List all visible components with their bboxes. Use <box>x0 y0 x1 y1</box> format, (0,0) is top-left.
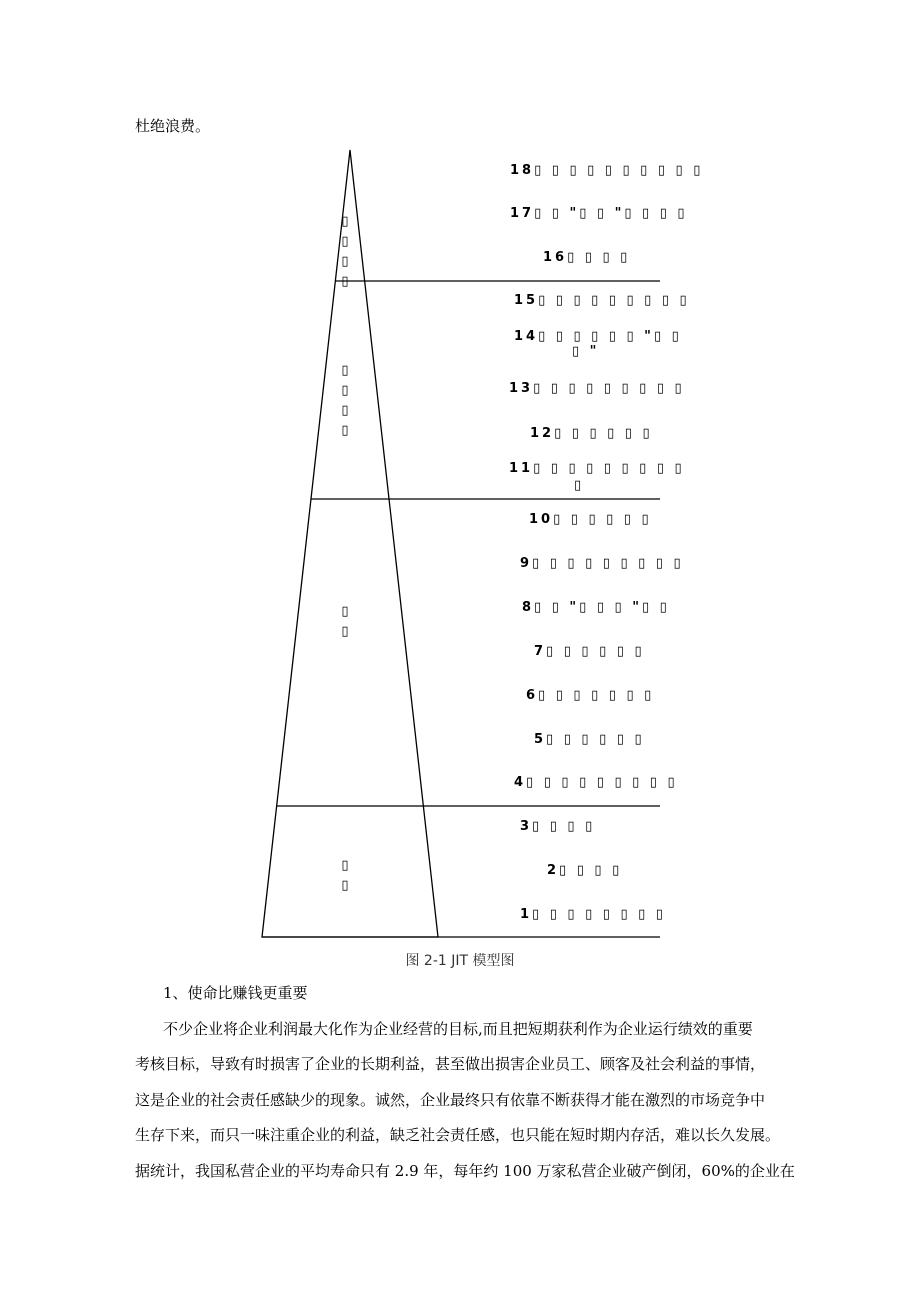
item-16: 16▯ ▯ ▯ ▯ <box>543 250 631 265</box>
level-label-upper: ▯ ▯ ▯ ▯ <box>341 363 349 438</box>
level-label-base: ▯ ▯ <box>341 858 349 893</box>
item-18: 18▯ ▯ ▯ ▯ ▯ ▯ ▯ ▯ ▯ ▯ <box>510 163 704 178</box>
item-9: 9▯ ▯ ▯ ▯ ▯ ▯ ▯ ▯ ▯ <box>520 556 684 571</box>
item-1: 1▯ ▯ ▯ ▯ ▯ ▯ ▯ ▯ <box>520 907 666 922</box>
level-label-top: ▯ ▯ ▯ ▯ <box>341 214 349 289</box>
item-2: 2▯ ▯ ▯ ▯ <box>547 863 623 878</box>
level-label-middle: ▯ ▯ <box>341 604 349 639</box>
item-5: 5▯ ▯ ▯ ▯ ▯ ▯ <box>534 732 645 747</box>
jit-model-figure <box>255 145 704 945</box>
item-7: 7▯ ▯ ▯ ▯ ▯ ▯ <box>534 644 645 659</box>
item-14: 14▯ ▯ ▯ ▯ ▯ ▯ "▯ ▯ <box>514 329 682 344</box>
paragraph-line-4: 生存下来，而只一味注重企业的利益，缺乏社会责任感，也只能在短时期内存活，难以长久发展。 <box>135 1126 781 1144</box>
item-3: 3▯ ▯ ▯ ▯ <box>520 819 596 834</box>
item-8: 8▯ ▯ "▯ ▯ ▯ "▯ ▯ <box>522 600 670 615</box>
item-12: 12▯ ▯ ▯ ▯ ▯ ▯ <box>530 426 653 441</box>
intro-line: 杜绝浪费。 <box>135 117 211 135</box>
item-4: 4▯ ▯ ▯ ▯ ▯ ▯ ▯ ▯ ▯ <box>514 775 678 790</box>
section-heading: 1、使命比赚钱更重要 <box>163 984 308 1002</box>
item-10: 10▯ ▯ ▯ ▯ ▯ ▯ <box>529 512 652 527</box>
item-11: 11▯ ▯ ▯ ▯ ▯ ▯ ▯ ▯ ▯ <box>509 461 685 476</box>
paragraph-line-2: 考核目标，导致有时损害了企业的长期利益，甚至做出损害企业员工、顾客及社会利益的事情， <box>135 1055 766 1073</box>
item-17: 17▯ ▯ "▯ ▯ "▯ ▯ ▯ ▯ <box>510 206 688 221</box>
paragraph-line-1: 不少企业将企业利润最大化作为企业经营的目标,而且把短期获利作为企业运行绩效的重要 <box>163 1020 753 1038</box>
item-14-continuation: ▯ " <box>572 344 600 359</box>
item-11-continuation: ▯ <box>574 478 585 493</box>
item-15: 15▯ ▯ ▯ ▯ ▯ ▯ ▯ ▯ ▯ <box>514 293 690 308</box>
paragraph-line-5: 据统计，我国私营企业的平均寿命只有 2.9 年，每年约 100 万家私营企业破产倒闭，60%的企业在 <box>135 1162 795 1180</box>
item-13: 13▯ ▯ ▯ ▯ ▯ ▯ ▯ ▯ ▯ <box>509 381 685 396</box>
item-6: 6▯ ▯ ▯ ▯ ▯ ▯ ▯ <box>526 688 655 703</box>
paragraph-line-3: 这是企业的社会责任感缺少的现象。诚然，企业最终只有依靠不断获得才能在激烈的市场竞争中 <box>135 1091 766 1109</box>
figure-caption: 图 2-1 JIT 模型图 <box>405 953 515 969</box>
